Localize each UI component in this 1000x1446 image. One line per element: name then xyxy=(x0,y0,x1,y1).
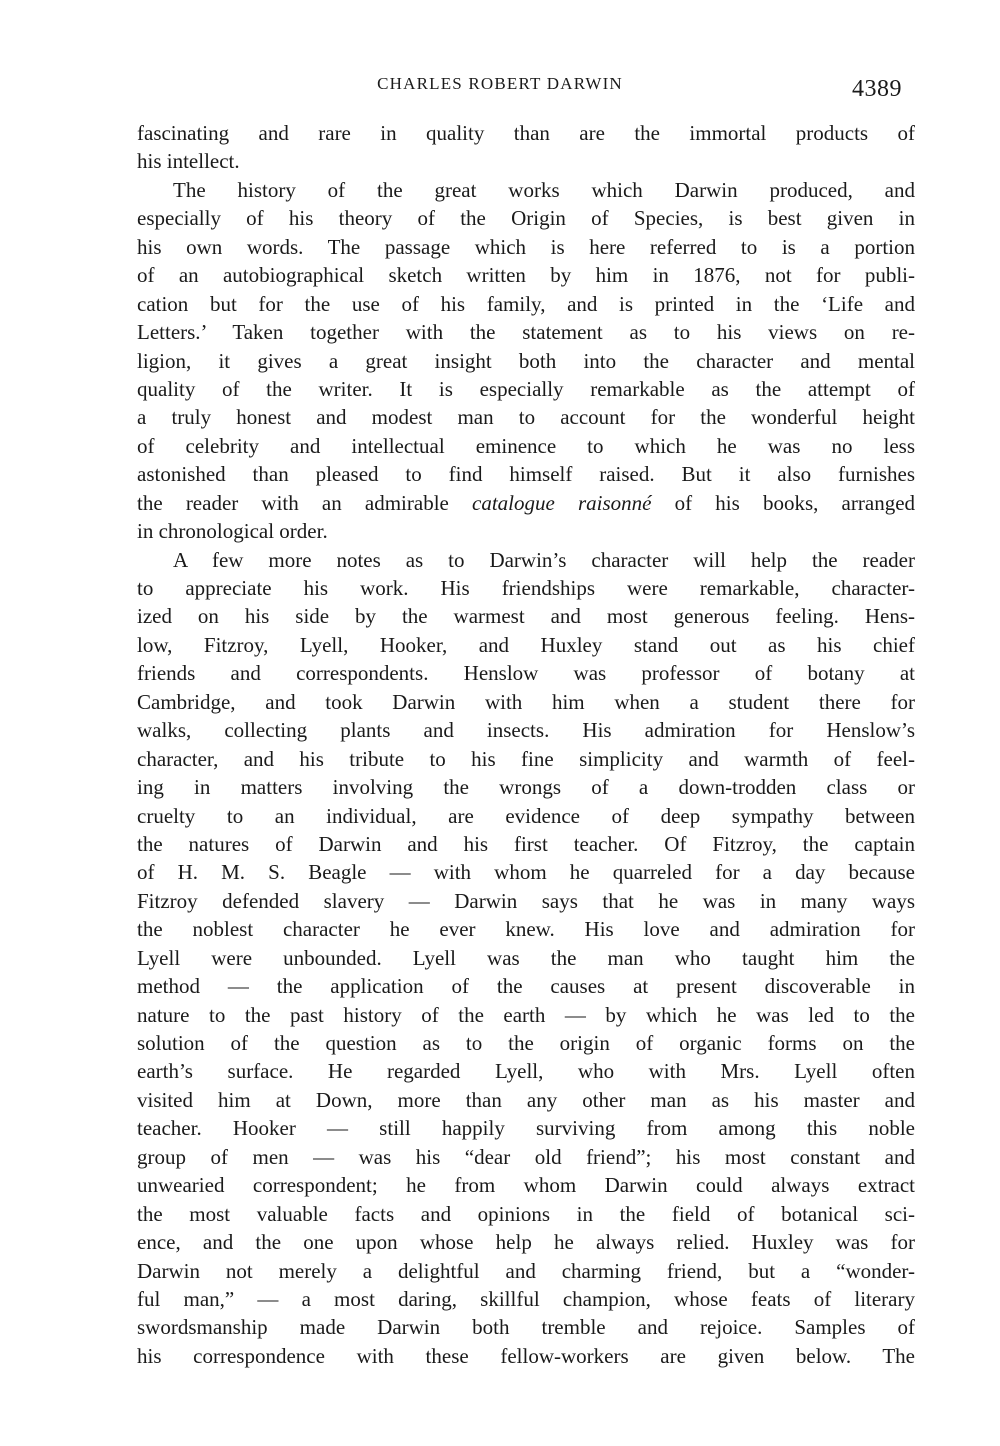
italic-phrase: catalogue raisonné xyxy=(472,490,652,515)
page-number: 4389 xyxy=(852,76,902,102)
text-segment: the reader with an admirable xyxy=(137,490,473,515)
text-line: method — the application of the causes at present discoverable in xyxy=(137,974,915,999)
text-line: Darwin not merely a delightful and charming friend, but a “wonder- xyxy=(137,1258,915,1283)
text-line: his own words. The passage which is here referred to is a portion xyxy=(137,234,915,259)
text-line: ful man,” — a most daring, skillful champion, whose feats of literary xyxy=(137,1286,915,1311)
text-line: the natures of Darwin and his first teacher. Of Fitzroy, the captain xyxy=(137,831,915,856)
text-line: A few more notes as to Darwin’s character will help the reader xyxy=(173,547,915,572)
text-line: to appreciate his work. His friendships were remarkable, character- xyxy=(137,576,915,600)
text-line: cruelty to an individual, are evidence of deep sympathy between xyxy=(137,803,915,828)
text-line: Fitzroy defended slavery — Darwin says that he was in many ways xyxy=(137,888,915,913)
text-line: walks, collecting plants and insects. His admiration for Henslow’s xyxy=(137,718,915,743)
text-line: his intellect. xyxy=(137,149,240,174)
text-line: group of men — was his “dear old friend”; his most constant and xyxy=(137,1144,915,1169)
text-line: his correspondence with these fellow-workers are given below. The xyxy=(137,1343,915,1368)
text-line: the most valuable facts and opinions in the field of botanical sci- xyxy=(137,1201,915,1226)
text-line: The history of the great works which Darwin produced, and xyxy=(173,177,915,202)
text-line: especially of his theory of the Origin of Species, is best given in xyxy=(137,206,915,231)
text-line: cation but for the use of his family, and is printed in the ‘Life and xyxy=(137,291,915,316)
text-line: fascinating and rare in quality than are the immortal products of xyxy=(137,121,915,145)
text-line: visited him at Down, more than any other man as his master and xyxy=(137,1087,915,1112)
text-line: a truly honest and modest man to account for the wonderful height xyxy=(137,405,915,430)
text-line: ing in matters involving the wrongs of a down-trodden class or xyxy=(137,775,915,800)
text-line: ized on his side by the warmest and most generous feeling. Hens- xyxy=(137,604,915,629)
paragraph xyxy=(137,546,915,1371)
body-text xyxy=(137,119,915,1370)
text-line: Cambridge, and took Darwin with him when a student there for xyxy=(137,689,915,714)
text-line: friends and correspondents. Henslow was professor of botany at xyxy=(137,661,915,686)
text-line: Lyell were unbounded. Lyell was the man who taught him the xyxy=(137,945,915,970)
text-line: swordsmanship made Darwin both tremble and rejoice. Samples of xyxy=(137,1315,915,1340)
text-line: of H. M. S. Beagle — with whom he quarreled for a day because xyxy=(137,860,915,885)
paragraph xyxy=(137,119,915,176)
text-line: earth’s surface. He regarded Lyell, who with Mrs. Lyell often xyxy=(137,1059,915,1084)
text-line: ligion, it gives a great insight both into the character and mental xyxy=(137,348,915,373)
text-line: in chronological order. xyxy=(137,519,328,544)
text-line: ence, and the one upon whose help he always relied. Huxley was for xyxy=(137,1230,915,1255)
text-line: astonished than pleased to find himself raised. But it also furnishes xyxy=(137,462,915,487)
text-line: nature to the past history of the earth — by which he was led to the xyxy=(137,1002,915,1027)
text-line: solution of the question as to the origin of organic forms on the xyxy=(137,1031,915,1055)
paragraph xyxy=(137,176,915,546)
text-line: of celebrity and intellectual eminence to which he was no less xyxy=(137,433,915,458)
text-line: low, Fitzroy, Lyell, Hooker, and Huxley stand out as his chief xyxy=(137,632,915,657)
text-line: teacher. Hooker — still happily surviving from among this noble xyxy=(137,1116,915,1141)
text-line xyxy=(137,489,915,517)
text-line: quality of the writer. It is especially remarkable as the attempt of xyxy=(137,376,915,401)
text-line: the noblest character he ever knew. His love and admiration for xyxy=(137,917,915,942)
text-line: character, and his tribute to his fine simplicity and warmth of feel- xyxy=(137,746,915,771)
running-head-title: CHARLES ROBERT DARWIN xyxy=(377,74,623,93)
text-line: Letters.’ Taken together with the statement as to his views on re- xyxy=(137,320,915,345)
text-segment: of his books, arranged xyxy=(651,490,916,515)
text-line: of an autobiographical sketch written by him in 1876, not for publi- xyxy=(137,263,915,288)
text-line: unwearied correspondent; he from whom Darwin could always extract xyxy=(137,1173,915,1198)
